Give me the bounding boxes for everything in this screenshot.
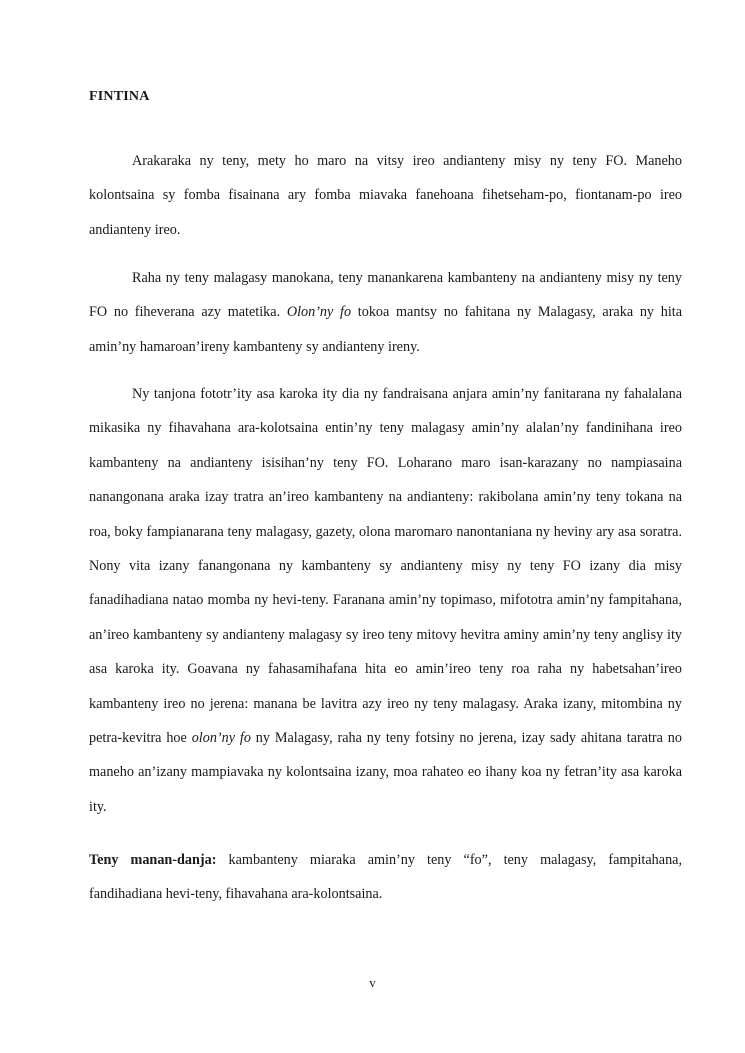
keywords-label: Teny manan-danja:	[89, 852, 217, 868]
paragraph-3-text-b: ny Malagasy, raha ny teny fotsiny no jerena, izay sady ahitana taratra no maneho an’izany mampiavaka ny kolontsaina izany, moa rahateo eo ihany koa ny fetran’ity asa karoka ity.	[89, 730, 682, 815]
paragraph-2-text-a: Raha ny teny malagasy manokana, teny manankarena kambanteny na andianteny misy ny teny FO no fiheverana azy matetika.	[89, 270, 682, 321]
keywords	[89, 843, 682, 912]
paragraph-2-italic: Olon’ny fo	[286, 304, 352, 321]
paragraph-2	[89, 261, 682, 364]
keywords-text: kambanteny miaraka amin’ny teny “fo”, teny malagasy, fampitahana, fandihadiana hevi-teny, fihavahana ara-kolontsaina.	[89, 852, 683, 903]
paragraph-3-text-a: Ny tanjona fototr’ity asa karoka ity dia ny fandraisana anjara amin’ny fanitarana ny fahalalana mikasika ny fihavahana ara-kolotsaina entin’ny teny malagasy amin’ny alalan’ny fandinihana ireo kambanteny na andianteny isisihan’ny teny FO. Loharano maro isan-karazany no nampiasaina nanangonana araka izay tratra an’ireo kambanteny na andianteny: rakibolana amin’ny teny tokana na roa, boky fampianarana teny malagasy, gazety, olona maromaro nanontaniana ny heviny ary asa soratra. Nony vita izany fanangonana ny kambanteny sy andianteny misy ny teny FO izany dia misy fanadihadiana natao momba ny hevi-teny. Faranana amin’ny topimaso, mifototra amin’ny fampitahana, an’ireo kambanteny sy andianteny malagasy sy ireo teny mitovy hevitra aminy amin’ny teny anglisy ity asa karoka ity. Goavana ny fahasamihafana hita eo amin’ireo teny roa raha ny habetsahan’ireo kambanteny ireo no jerena: manana be lavitra azy ireo ny teny malagasy. Araka izany, mitombina ny petra-kevitra hoe	[89, 386, 682, 747]
paragraph-2-text-b: tokoa mantsy no fahitana ny Malagasy, araka ny hita amin’ny hamaroan’ireny kambanteny sy andianteny ireny.	[89, 304, 682, 355]
paragraph-3-italic: olon’ny fo	[191, 730, 251, 747]
page-number: v	[369, 975, 376, 990]
paragraph-3	[89, 377, 682, 824]
paragraph-1: Arakaraka ny teny, mety ho maro na vitsy ireo andianteny misy ny teny FO. Maneho kolontsaina sy fomba fisainana ary fomba miavaka fanehoana fihetseham-po, fiontanam-po ireo andianteny ireo.	[89, 153, 682, 238]
page-title: FINTINA	[89, 89, 150, 104]
